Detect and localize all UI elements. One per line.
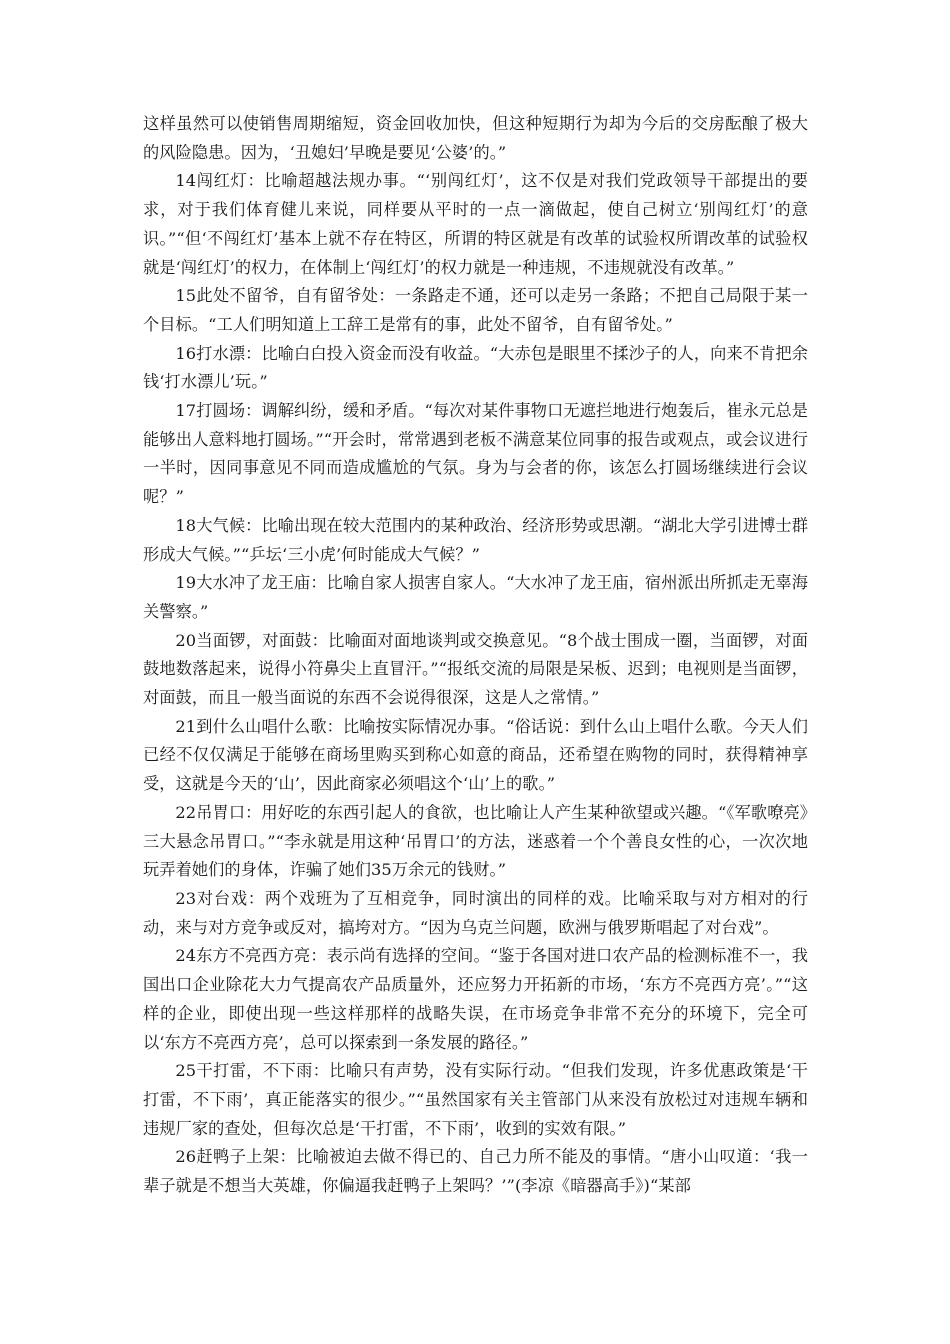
paragraph: 18大气候：比喻出现在较大范围内的某种政治、经济形势或思潮。“湖北大学引进博士群形成大气候。”“乒坛‘三小虎’何时能成大气候？” xyxy=(143,515,808,564)
paragraph: 这样虽然可以使销售周期缩短，资金回收加快，但这种短期行为却为今后的交房酝酿了极大的风险隐患。因为，‘丑媳妇’早晚是要见‘公婆’的。” xyxy=(143,114,808,162)
body-text xyxy=(143,110,808,1201)
paragraph: 24东方不亮西方亮：表示尚有选择的空间。“鉴于各国对进口农产品的检测标准不一，我国出口企业除花大力气提高农产品质量外，还应努力开拓新的市场，‘东方不亮西方亮’。”“这样的企业，即使出现一些这样那样的战略失误，在市场竞争非常不充分的环境下，完全可以‘东方不亮西方亮’，总可以探索到一条发展的路径。” xyxy=(143,946,808,1052)
paragraph: 22吊胃口：用好吃的东西引起人的食欲，也比喻让人产生某种欲望或兴趣。“《军歌嘹亮》三大悬念吊胃口。”“李永就是用这种‘吊胃口’的方法，迷惑着一个个善良女性的心，一次次地玩弄着她们的身体，诈骗了她们35万余元的钱财。” xyxy=(143,802,808,880)
paragraph: 14闯红灯：比喻超越法规办事。“‘别闯红灯’，这不仅是对我们党政领导干部提出的要求，对于我们体育健儿来说，同样要从平时的一点一滴做起，使自己树立‘别闯红灯’的意识。”“但‘不闯红灯’基本上就不存在特区，所谓的特区就是有改革的试验权所谓改革的试验权就是‘闯红灯’的权力，在体制上‘闯红灯’的权力就是一种违规，不违规就没有改革。” xyxy=(143,171,808,277)
paragraph: 21到什么山唱什么歌：比喻按实际情况办事。“俗话说：到什么山上唱什么歌。今天人们已经不仅仅满足于能够在商场里购买到称心如意的商品，还希望在购物的同时，获得精神享受，这就是今天的‘山’，因此商家必须唱这个‘山’上的歌。” xyxy=(143,716,808,794)
paragraph: 20当面锣，对面鼓：比喻面对面地谈判或交换意见。“8个战士围成一圈，当面锣，对面鼓地数落起来，说得小符鼻尖上直冒汗。”“报纸交流的局限是呆板、迟到；电视则是当面锣，对面鼓，而且一般当面说的东西不会说得很深，这是人之常情。” xyxy=(143,630,808,708)
paragraph: 25干打雷，不下雨：比喻只有声势，没有实际行动。“但我们发现，许多优惠政策是‘干打雷，不下雨’，真正能落实的很少。”“虽然国家有关主管部门从来没有放松过对违规车辆和违规厂家的查处，但每次总是‘干打雷，不下雨’，收到的实效有限。” xyxy=(143,1061,808,1138)
paragraph: 26赶鸭子上架：比喻被迫去做不得已的、自己力所不能及的事情。“唐小山叹道：‘我一辈子就是不想当大英雄，你偏逼我赶鸭子上架吗？’”(李凉《暗器高手》)“某部 xyxy=(143,1147,808,1196)
paragraph: 17打圆场：调解纠纷，缓和矛盾。“每次对某件事物口无遮拦地进行炮轰后，崔永元总是能够出人意料地打圆场。”“开会时，常常遇到老板不满意某位同事的报告或观点，或会议进行一半时，因同事意见不同而造成尴尬的气氛。身为与会者的你，该怎么打圆场继续进行会议呢？” xyxy=(143,401,808,507)
paragraph: 15此处不留爷，自有留爷处：一条路走不通，还可以走另一条路；不把自己局限于某一个目标。“工人们明知道上工辞工是常有的事，此处不留爷，自有留爷处。” xyxy=(143,286,808,334)
paragraph: 19大水冲了龙王庙：比喻自家人损害自家人。“大水冲了龙王庙，宿州派出所抓走无辜海关警察。” xyxy=(143,573,808,621)
paragraph: 23对台戏：两个戏班为了互相竞争，同时演出的同样的戏。比喻采取与对方相对的行动，来与对方竞争或反对，搞垮对方。“因为乌克兰问题，欧洲与俄罗斯唱起了对台戏”。 xyxy=(143,888,808,937)
paragraph: 16打水漂：比喻白白投入资金而没有收益。“大赤包是眼里不揉沙子的人，向来不肯把余钱‘打水漂儿’玩。” xyxy=(143,343,808,392)
